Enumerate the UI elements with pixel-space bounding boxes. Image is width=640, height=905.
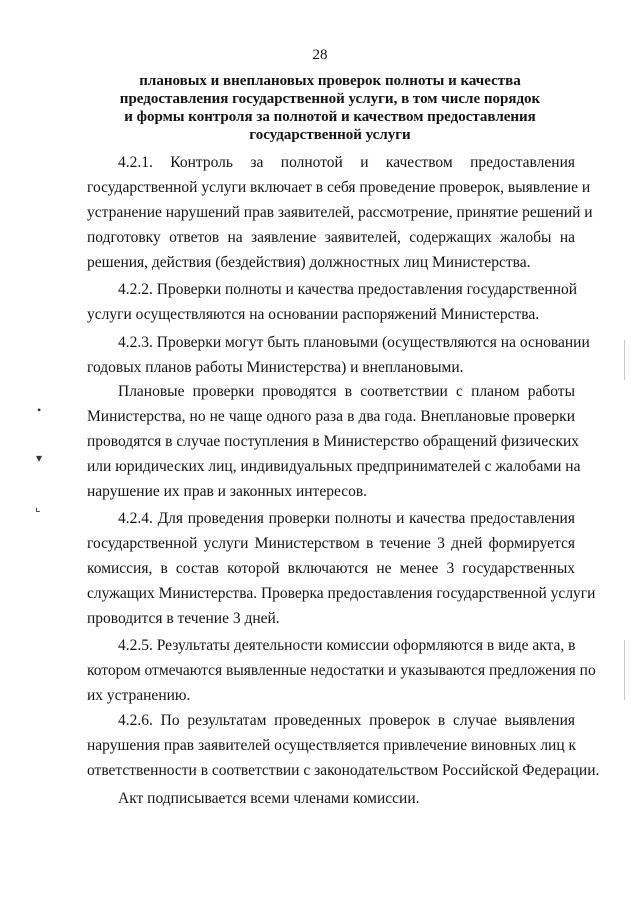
heading-line: плановых и внеплановых проверок полноты и качества <box>139 73 521 89</box>
paragraph-line: комиссия, в состав которой включаются не менее 3 государственных <box>87 560 575 577</box>
paragraph-act-signing <box>87 786 575 811</box>
paragraph-line: служащих Министерства. Проверка предоставления государственной услуги <box>87 585 596 602</box>
paragraph-4-2-2 <box>87 277 578 327</box>
scan-mark-icon: ⌞ <box>35 500 41 514</box>
paragraph-4-2-3 <box>87 330 590 380</box>
scan-edge-line <box>624 640 625 700</box>
paragraph-line: решения, действия (бездействия) должностных лиц Министерства. <box>87 254 531 271</box>
paragraph-line: услуги осуществляются на основании распоряжений Министерства. <box>87 306 540 323</box>
paragraph-4-2-1 <box>87 150 593 275</box>
paragraph-4-2-4 <box>87 506 596 631</box>
heading-line: и формы контроля за полнотой и качеством предоставления <box>124 109 536 125</box>
paragraph-line: 4.2.1. Контроль за полнотой и качеством предоставления <box>118 154 575 171</box>
paragraph-4-2-5 <box>87 633 596 708</box>
paragraph-4-2-6 <box>87 708 600 783</box>
paragraph-line: 4.2.5. Результаты деятельности комиссии оформляются в виде акта, в <box>118 637 576 654</box>
paragraph-line: ответственности в соответствии с законодательством Российской Федерации. <box>87 762 600 779</box>
scan-edge-line <box>624 340 625 380</box>
paragraph-line: Плановые проверки проводятся в соответствии с планом работы <box>118 383 575 400</box>
heading-line: государственной услуги <box>249 127 411 143</box>
paragraph-line: 4.2.3. Проверки могут быть плановыми (осуществляются на основании <box>118 334 590 351</box>
paragraph-line: Акт подписывается всеми членами комиссии. <box>118 790 420 807</box>
paragraph-line: котором отмечаются выявленные недостатки и указываются предложения по <box>87 662 596 679</box>
paragraph-line: устранение нарушений прав заявителей, рассмотрение, принятие решений и <box>87 204 593 221</box>
paragraph-line: Министерства, но не чаще одного раза в два года. Внеплановые проверки <box>87 408 575 425</box>
paragraph-line: проводятся в случае поступления в Министерство обращений физических <box>87 433 580 450</box>
paragraph-line: нарушение их прав и законных интересов. <box>87 483 368 500</box>
paragraph-line: государственной услуги включает в себя проведение проверок, выявление и <box>87 179 591 196</box>
paragraph-line: подготовку ответов на заявление заявителей, содержащих жалобы на <box>87 229 575 246</box>
paragraph-line: годовых планов работы Министерства) и внеплановыми. <box>87 359 464 376</box>
paragraph-line: 4.2.2. Проверки полноты и качества предоставления государственной <box>118 281 578 298</box>
paragraph-line: нарушения прав заявителей осуществляется привлечение виновных лиц к <box>87 737 577 754</box>
section-heading <box>110 72 550 144</box>
paragraph-line: государственной услуги Министерством в течение 3 дней формируется <box>87 535 575 552</box>
paragraph-line: или юридических лиц, индивидуальных предпринимателей с жалобами на <box>87 458 581 475</box>
paragraph-planned-checks <box>87 379 581 504</box>
paragraph-line: 4.2.4. Для проведения проверки полноты и качества предоставления <box>118 510 575 527</box>
paragraph-line: проводится в течение 3 дней. <box>87 610 280 627</box>
paragraph-line: 4.2.6. По результатам проведенных проверок в случае выявления <box>118 712 575 729</box>
scan-mark-icon: ▾ <box>36 451 43 465</box>
heading-line: предоставления государственной услуги, в том числе порядок <box>119 91 541 107</box>
paragraph-line: их устранению. <box>87 687 191 704</box>
page-number: 28 <box>312 47 328 63</box>
scan-mark-icon: • <box>37 403 42 417</box>
